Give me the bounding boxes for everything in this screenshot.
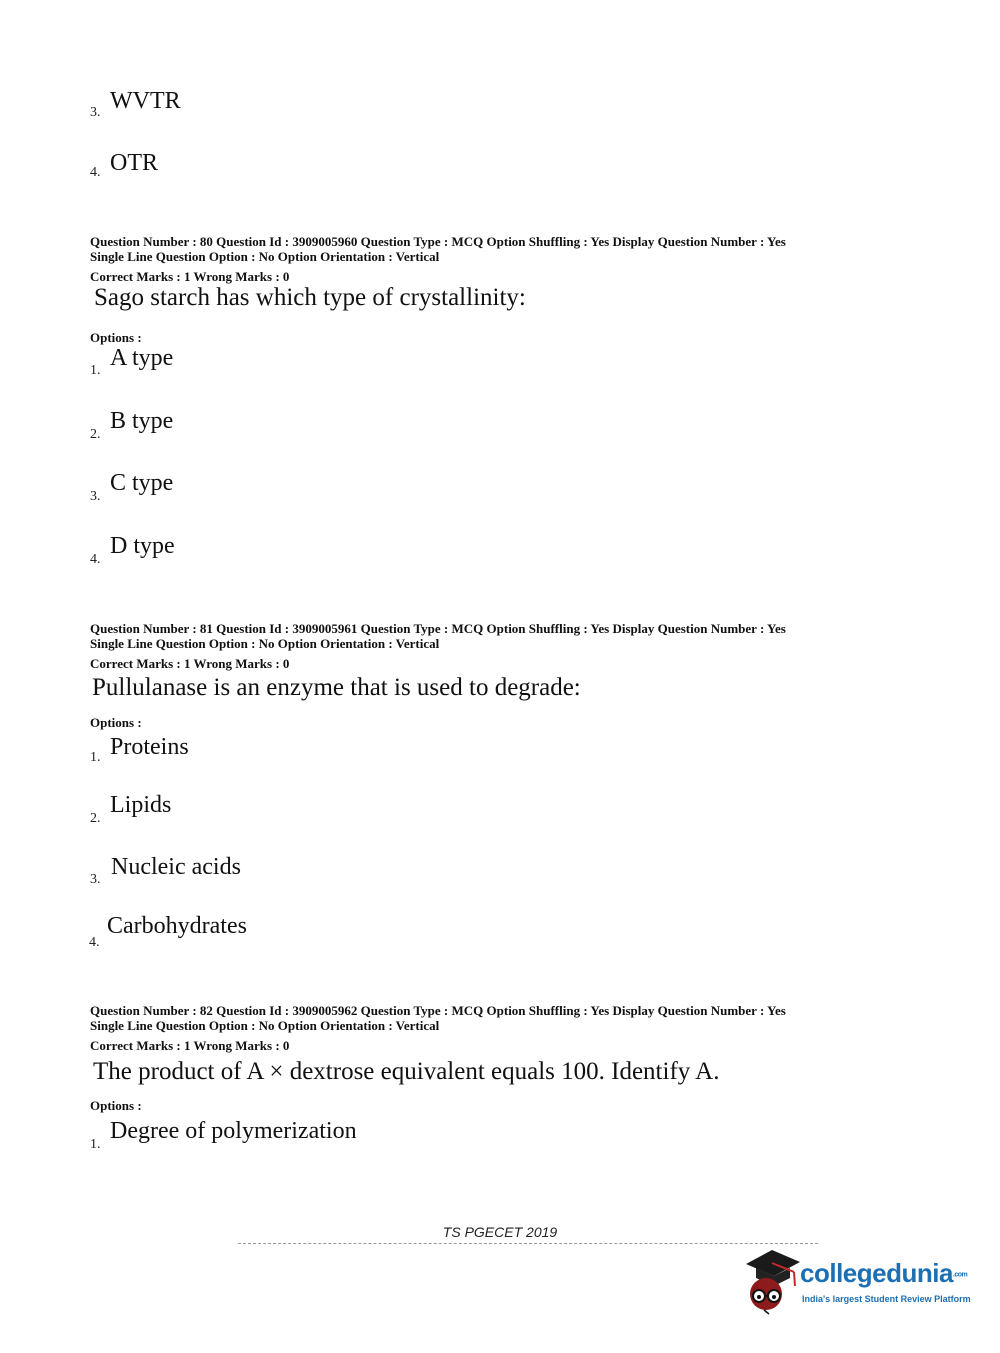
footer-divider [238, 1243, 818, 1246]
question-text: Sago starch has which type of crystallinity: [94, 284, 526, 311]
option-text: A type [110, 345, 174, 371]
brand-suffix: .com [952, 1271, 968, 1279]
brand-tagline: India's largest Student Review Platform [802, 1294, 971, 1304]
options-label: Options : [90, 715, 142, 730]
option-text: OTR [110, 150, 158, 176]
question-meta: Question Number : 81 Question Id : 3909005961 Question Type : MCQ Option Shuffling : Yes Display Question Number : Yes [90, 621, 786, 636]
option-number: 2. [90, 811, 101, 826]
question-meta: Question Number : 80 Question Id : 3909005960 Question Type : MCQ Option Shuffling : Yes Display Question Number : Yes [90, 234, 786, 249]
option-text: WVTR [110, 88, 181, 114]
exam-footer-label: TS PGECET 2019 [442, 1224, 558, 1240]
option-number: 2. [90, 427, 101, 442]
question-meta: Single Line Question Option : No Option Orientation : Vertical [90, 249, 440, 264]
option-text: Lipids [110, 792, 172, 818]
options-label: Options : [90, 330, 142, 345]
brand-name [800, 1258, 967, 1289]
option-number: 3. [90, 489, 101, 504]
marks-info: Correct Marks : 1 Wrong Marks : 0 [90, 656, 290, 671]
options-label: Options : [90, 1098, 142, 1113]
option-number: 3. [90, 872, 101, 887]
option-text: Degree of polymerization [110, 1118, 357, 1144]
question-meta: Single Line Question Option : No Option Orientation : Vertical [90, 636, 440, 651]
option-text: D type [110, 533, 175, 559]
option-text: Nucleic acids [111, 854, 241, 880]
question-meta: Question Number : 82 Question Id : 3909005962 Question Type : MCQ Option Shuffling : Yes Display Question Number : Yes [90, 1003, 786, 1018]
option-number: 4. [90, 165, 101, 180]
option-number: 1. [90, 363, 101, 378]
marks-info: Correct Marks : 1 Wrong Marks : 0 [90, 1038, 290, 1053]
option-text: B type [110, 408, 174, 434]
brand-text: collegedunia [800, 1258, 953, 1288]
option-number: 4. [89, 935, 100, 950]
option-text: Proteins [110, 734, 189, 760]
option-number: 1. [90, 1137, 101, 1152]
option-number: 1. [90, 750, 101, 765]
question-meta: Single Line Question Option : No Option Orientation : Vertical [90, 1018, 440, 1033]
question-text: Pullulanase is an enzyme that is used to degrade: [92, 674, 581, 701]
option-text: Carbohydrates [107, 913, 247, 939]
option-number: 3. [90, 105, 101, 120]
question-text: The product of A × dextrose equivalent equals 100. Identify A. [93, 1058, 720, 1085]
option-text: C type [110, 470, 174, 496]
graduation-cap-mascot-icon [742, 1246, 802, 1316]
collegedunia-logo [742, 1246, 972, 1316]
option-number: 4. [90, 552, 101, 567]
marks-info: Correct Marks : 1 Wrong Marks : 0 [90, 269, 290, 284]
